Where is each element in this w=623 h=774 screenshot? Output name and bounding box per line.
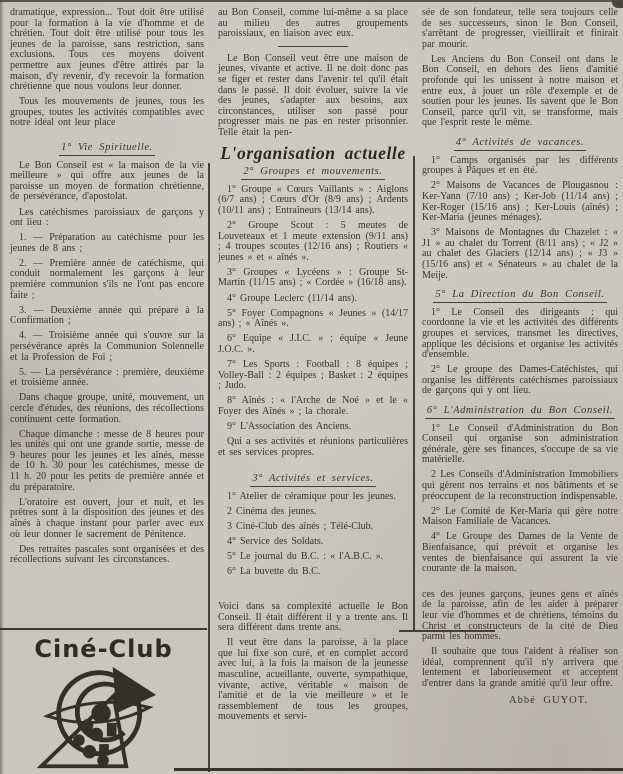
list-item: 1° Le Conseil des dirigeants : qui coordonne la vie et les activités des différents groupes et services, transmet les directives, applique les décisions et organise les activités d'ensemble. (422, 306, 618, 361)
list-item: 1° Atelier de céramique pour les jeunes. (227, 490, 396, 502)
section-heading-label: 6° L'Administration du Bon Conseil. (425, 405, 615, 419)
cine-club-logo-icon (29, 665, 179, 773)
paragraph: Le Bon Conseil est « la maison de la vie meilleure » qui offre aux jeunes de la paroisse un moyen de formation chrétienne, de persévérance, d'apostolat. (10, 159, 204, 203)
cine-club-ad-box (0, 628, 207, 774)
list-item: 7° Les Sports : Football : 8 équipes ; Volley-Ball : 2 équipes ; Basket : 2 équipes ; Judo. (218, 359, 408, 392)
section-heading-label: 4° Activités de vacances. (454, 137, 586, 151)
list-item: 1° Camps organisés par les différents groupes à Pâques et en été. (422, 154, 618, 177)
column-left (10, 8, 204, 570)
paragraph: L'oratoire est ouvert, jour et nuit, et les prêtres sont à la disposition des jeunes et des aînés à chaque instant pour parler avec eux où leur donner le sacrement de Pénitence. (10, 496, 204, 540)
list-item: 5° Le journal du B.C. : « l'A.B.C. ». (227, 551, 384, 563)
list-item: 6° La buvette du B.C. (227, 566, 321, 578)
list-item: 9° L'Association des Anciens. (227, 421, 352, 432)
list-item: 3° Maisons de Montagnes du Chazelet : « J1 » au chalet du Torrent (8/11 ans) ; « J2 » au chalet des Glaciers (12/14 ans) ; « J3 » (15/16 ans) et « Sénateurs » au chalet de la Meije. (422, 227, 618, 281)
cine-club-title: Ciné-Club (34, 635, 173, 663)
list-item: 2° Maisons de Vacances de Plougasnou : Ker-Yann (7/10 ans) ; Ker-Job (11/14 ans) ; Ker-Roger (15/16 ans) ; Ker-Louis (aînés) ; Ker-Maria (jeunes ménages). (422, 180, 618, 224)
paragraph: Il veut être dans la paroisse, à la place que lui fixe son curé, et en complet accord avec lui, à la fois la maison de la jeunesse masculine, acueillante, ouverte, sympathique, vivante, active, véritable « maison de l'amitié et de la vie meilleure » et le rassemblement de tous les groupes, mouvements et servi- (218, 637, 408, 723)
paragraph: Le Bon Conseil veut être une maison de jeunes, vivante et active. Il ne doit donc pas se figer et rester dans l'avenir tel qu'il était dans le passé. Il doit évoluer, suivre la vie des jeunes, s'adapter aux besoins, aux circonstances, utiliser son passé pour progresser mais ne pas en rester prisonnier. Telle était la pen- (218, 52, 408, 138)
list-item: 4° Groupe Leclerc (11/14 ans). (227, 292, 357, 304)
column-right (422, 8, 618, 706)
section-heading-label: 1° Vie Spirituelle. (59, 142, 155, 156)
article-title: L'organisation actuelle (220, 142, 406, 163)
section-heading-administration (422, 406, 618, 417)
section-heading-vacances (422, 138, 618, 149)
paragraph: Dans chaque groupe, unité, mouvement, un cercle d'études, des réunions, des récollections continuent cette formation. (10, 392, 204, 425)
list-item: 3° Groupes « Lycéens » : Groupe St-Martin (11/15 ans) ; « Cordée » (16/18 ans). (218, 266, 408, 289)
list-item: 4° Service des Soldats. (227, 536, 324, 548)
bottom-rule (174, 768, 623, 771)
column-middle (218, 8, 408, 727)
list-item: 1. — Préparation au catéchisme pour les jeunes de 8 ans ; (10, 232, 204, 254)
list-item: 4° Le Groupe des Dames de la Vente de Bienfaisance, qui prévoit et organise les ventes de bienfaisance qui assurent la vie courante de la maison. (422, 531, 618, 575)
column-rule-right (413, 156, 415, 632)
paragraph: Il souhaite que tous l'aident à réaliser son idéal, comprennent qu'il n'y arrivera que lentement et laborieusement et acceptent d'entrer dans la grande amitié qu'il leur offre. (422, 646, 618, 690)
list-item: 3 Ciné-Club des aînés ; Télé-Club. (227, 521, 374, 533)
list-item: 1° Le Conseil d'Administration du Bon Conseil qui organise son administration générale, gère ses finances, s'occupe de sa vie matérielle. (422, 422, 618, 466)
paragraph: dramatique, expression... Tout doit être utilisé pour la formation à la vie d'homme et de chrétien. Tout doit être utilisé pour tous les jeunes de la paroisse, sans restriction, sans exclusions. Tous ces moyens doivent permettre aux jeunes d'être attirés par la maison, d'y revenir, d'y recevoir la formation chrétienne que nous voulons leur donner. (10, 7, 204, 93)
list-item: 5. — La persévérance : première, deuxième et troisième année. (10, 366, 204, 389)
paragraph: au Bon Conseil, comme lui-même a sa place au milieu des autres groupements paroissiaux, en liaison avec eux. (218, 7, 408, 40)
list-item: 5° Foyer Compagnons « Jeunes » (14/17 ans) ; « Aînés ». (218, 307, 408, 330)
list-item: 1° Groupe « Cœurs Vaillants » : Aiglons (6/7 ans) ; Cœurs d'Or (8/9 ans) ; Ardents (10/11 ans) ; Entraîneurs (13/14 ans). (218, 183, 408, 216)
paragraph: Des retraites pascales sont organisées et des récollections suivant les circonstances. (10, 543, 204, 566)
section-heading-label: 5° La Direction du Bon Conseil. (433, 289, 606, 303)
author-signature: Abbé GUYOT. (509, 694, 588, 706)
column-rule-left (208, 163, 210, 772)
paragraph: Les catéchismes paroissiaux de garçons y ont lieu : (10, 206, 204, 229)
list-item: 6° Equipe « J.I.C. » ; équipe « Jeune J.O.C. ». (218, 333, 408, 355)
scan-top-edge (0, 0, 623, 2)
list-item: 2 Cinéma des jeunes. (227, 505, 317, 517)
section-heading-direction (422, 290, 618, 301)
list-item: 2 Les Conseils d'Administration Immobiliers qui gèrent nos terrains et nos bâtiments et se préoccupent de la reconstruction indispensable. (422, 469, 618, 502)
list-item: 2. — Première année de catéchisme, qui conduit normalement les garçons à leur première communion s'ils ne l'ont pas encore faite ; (10, 257, 204, 301)
paragraph: Chaque dimanche : messe de 8 heures pour les unités qui ont une grande sortie, messe de 9 heures pour les jeunes et les aînés, messe de 10 h. 30 pour les catéchismes, messe de 11 h. 20 pour les petits de première année et du préparatoire. (10, 428, 204, 493)
list-item: 4. — Troisième année qui s'ouvre sur la persévérance après la Communion Solennelle et la Profession de Foi ; (10, 330, 204, 363)
list-item: 3. — Deuxième année qui prépare à la Confirmation ; (10, 304, 204, 327)
paragraph: ces des jeunes garçons, jeunes gens et aînés de la paroisse, afin de les aider à préparer leur vie d'hommes et de chrétiens, témoins du Christ et constructeurs de la cité de Dieu parmi les hommes. (422, 588, 618, 643)
paragraph: Les Anciens du Bon Conseil ont dans le Bon Conseil, en dehors des liens d'amitié profonde qui les unissent à notre maison et entre eux, à jouer un rôle d'exemple et de soutien pour les jeunes. Ils savent que le Bon Conseil, parce qu'il vit, se transforme, mais que l'esprit reste le même. (422, 53, 618, 129)
section-heading-activites-services (218, 474, 408, 485)
section-heading-groupes (218, 167, 408, 178)
paragraph: sée de son fondateur, telle sera toujours celle de ses successeurs, sinon le Bon Conseil, s'arrêtant de progresser, vieillirait et finirait par mourir. (422, 7, 618, 50)
paragraph: Tous les mouvements de jeunes, tous les groupes, toutes les activités compatibles avec notre idéal ont leur place (10, 96, 204, 129)
list-item: Qui a ses activités et réunions particulières et ses services propres. (218, 436, 408, 458)
list-item: 8° Aînés : « l'Arche de Noé » et le « Foyer des Aînés » ; la chorale. (218, 395, 408, 417)
section-heading-label: 2° Groupes et mouvements. (241, 166, 384, 180)
section-heading-label: 3° Activités et services. (250, 473, 375, 487)
section-heading-vie-spirituelle (10, 143, 204, 154)
list-item: 2° Le groupe des Dames-Catéchistes, qui organise les différents catéchismes paroissiaux de garçons qui y ont lieu. (422, 364, 618, 397)
list-item: 2° Le Comité de Ker-Maria qui gère notre Maison Familiale de Vacances. (422, 505, 618, 528)
list-item: 2° Groupe Scout : 5 meutes de Louveteaux et 1 meute extension (9/11 ans) ; 4 troupes scoutes (12/16 ans) ; Routiers « jeunes » et « aînés ». (218, 220, 408, 263)
paragraph-divider (278, 46, 348, 47)
paragraph: Voici dans sa complexité actuelle le Bon Conseil. Il était différent il y a trente ans. Il sera différent dans trente ans. (218, 600, 408, 634)
